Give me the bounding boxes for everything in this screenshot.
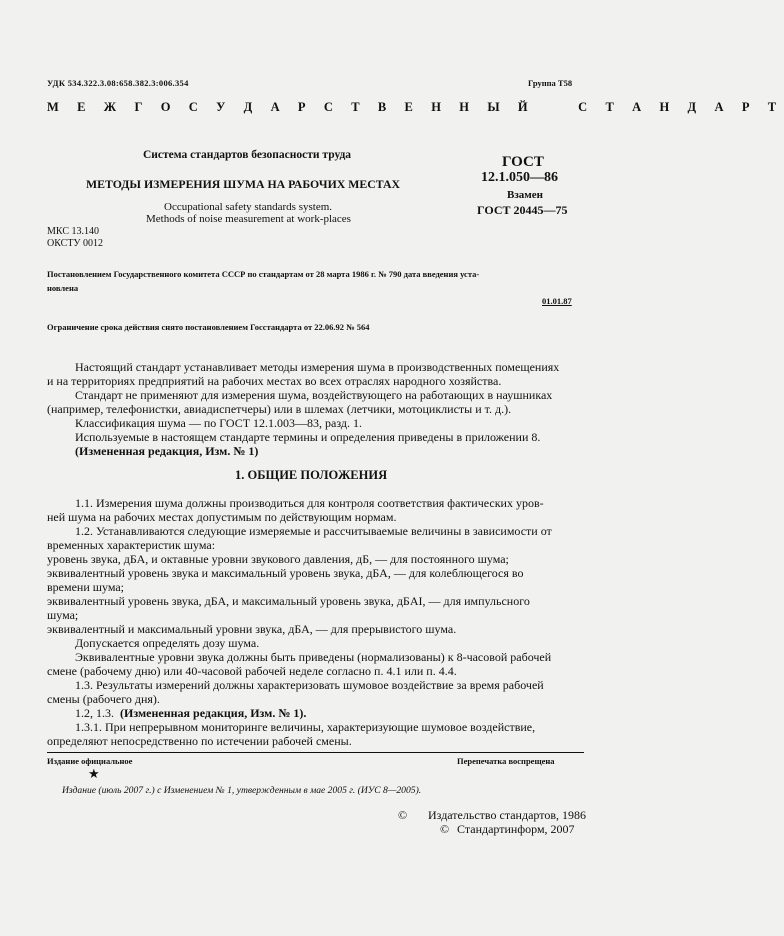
okstu-code: ОКСТУ 0012 bbox=[47, 238, 104, 249]
group-code: Группа Т58 bbox=[528, 78, 573, 88]
section-heading: 1. ОБЩИЕ ПОЛОЖЕНИЯ bbox=[235, 468, 388, 482]
section-line-12: Эквивалентные уровни звука должны быть приведены (нормализованы) к 8-часовой рабочей bbox=[75, 650, 552, 664]
section-line-10: эквивалентный и максимальный уровни звука, дБА, — для прерывистого шума. bbox=[47, 622, 457, 636]
udk-code: УДК 534.322.3.08:658.382.3:006.354 bbox=[47, 78, 189, 88]
copyright-publisher-1: Издательство стандартов, 1986 bbox=[428, 808, 586, 822]
section-line-7: времени шума; bbox=[47, 580, 125, 594]
intro-terms: Используемые в настоящем стандарте термины и определения приведены в приложении 8. bbox=[75, 430, 541, 444]
intro-paragraph2-line1: Стандарт не применяют для измерения шума, воздействующего на работающих в наушниках bbox=[75, 388, 553, 402]
section-line-3: 1.2. Устанавливаются следующие измеряемые и рассчитываемые величины в зависимости от bbox=[75, 524, 552, 538]
section-line-6: эквивалентный уровень звука и максимальный уровень звука, дБА, — для колеблющегося во bbox=[47, 566, 524, 580]
section-line-8: эквивалентный уровень звука, дБА, и максимальный уровень звука, дБAI, — для импульсного bbox=[47, 594, 530, 608]
gost-number: 12.1.050—86 bbox=[481, 170, 558, 185]
decree-line1: Постановлением Государственного комитета СССР по стандартам от 28 марта 1986 г. № 790 дата введения уста- bbox=[47, 269, 480, 279]
replaces-number: ГОСТ 20445—75 bbox=[477, 203, 568, 217]
english-title-line2: Methods of noise measurement at work-places bbox=[146, 213, 351, 225]
section-line-17: 1.3.1. При непрерывном мониторинге величины, характеризующие шумовое воздействие, bbox=[75, 720, 536, 734]
section-line-16 bbox=[75, 706, 306, 720]
copyright-icon-1: © bbox=[398, 808, 408, 822]
section-line-15: смены (рабочего дня). bbox=[47, 692, 160, 706]
intro-paragraph1-line2: и на территориях предприятий на рабочих местах во всех отраслях народного хозяйства. bbox=[47, 374, 502, 388]
english-title-line1: Occupational safety standards system. bbox=[164, 201, 333, 213]
section-line-2: ней шума на рабочих местах допустимым по действующим нормам. bbox=[47, 510, 397, 524]
section-line-1: 1.1. Измерения шума должны производиться для контроля соответствия фактических уров- bbox=[75, 496, 544, 510]
section-line-16-amendment: (Измененная редакция, Изм. № 1). bbox=[120, 706, 307, 720]
system-name: Система стандартов безопасности труда bbox=[143, 149, 352, 161]
standard-banner: М Е Ж Г О С У Д А Р С Т В Е Н Н Ы Й С Т А Н Д А Р Т bbox=[47, 100, 784, 114]
section-line-11: Допускается определять дозу шума. bbox=[75, 636, 260, 650]
intro-paragraph1-line1: Настоящий стандарт устанавливает методы измерения шума в производственных помещениях bbox=[75, 360, 560, 374]
limit-removed-note: Ограничение срока действия снято постановлением Госстандарта от 22.06.92 № 564 bbox=[47, 322, 370, 332]
document-title: МЕТОДЫ ИЗМЕРЕНИЯ ШУМА НА РАБОЧИХ МЕСТАХ bbox=[86, 177, 401, 191]
official-edition-label: Издание официальное bbox=[47, 756, 133, 766]
section-line-18: определяют непосредственно по истечении рабочей смены. bbox=[47, 734, 352, 748]
copyright-publisher-2: Стандартинформ, 2007 bbox=[457, 822, 575, 836]
section-line-4: временных характеристик шума: bbox=[47, 538, 216, 552]
section-line-5: уровень звука, дБА, и октавные уровни звукового давления, дБ, — для постоянного шума; bbox=[47, 552, 509, 566]
intro-paragraph2-line2: (например, телефонистки, авиадиспетчеры) или в шлемах (летчики, мотоциклисты и т. д.). bbox=[47, 402, 512, 416]
publication-info: Издание (июль 2007 г.) с Изменением № 1, утвержденным в мае 2005 г. (ИУС 8—2005). bbox=[62, 785, 422, 796]
intro-amendment: (Измененная редакция, Изм. № 1) bbox=[75, 444, 259, 458]
section-line-9: шума; bbox=[47, 608, 79, 622]
gost-label: ГОСТ bbox=[502, 154, 544, 170]
intro-classification: Классификация шума — по ГОСТ 12.1.003—83, разд. 1. bbox=[75, 416, 363, 430]
effective-date: 01.01.87 bbox=[542, 296, 572, 306]
reprint-prohibited-label: Перепечатка воспрещена bbox=[457, 756, 555, 766]
section-line-16-ref: 1.2, 1.3. bbox=[75, 706, 120, 720]
replaces-label: Взамен bbox=[507, 189, 543, 201]
star-icon: ★ bbox=[88, 766, 100, 781]
footer-divider bbox=[47, 752, 584, 753]
copyright-icon-2: © bbox=[440, 822, 450, 836]
mks-code: МКС 13.140 bbox=[47, 226, 99, 237]
section-line-13: смене (рабочему дню) или 40-часовой рабочей неделе согласно п. 4.1 или п. 4.4. bbox=[47, 664, 457, 678]
section-line-14: 1.3. Результаты измерений должны характеризовать шумовое воздействие за время рабочей bbox=[75, 678, 544, 692]
decree-line2: новлена bbox=[47, 283, 79, 293]
